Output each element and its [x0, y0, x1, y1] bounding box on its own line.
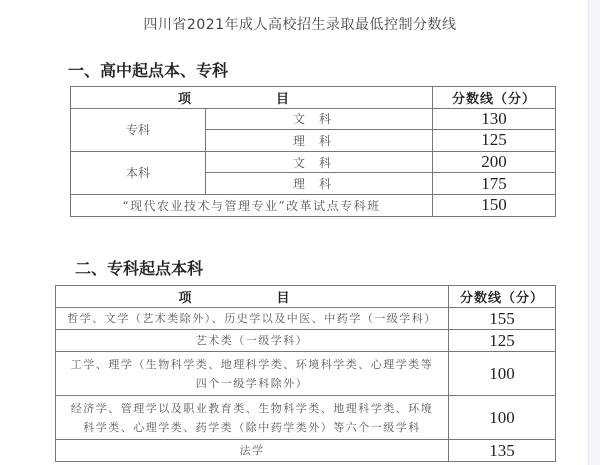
score-cell: 125 [433, 130, 556, 152]
special-label: “现代农业技术与管理专业”改革试点专科班 [71, 194, 433, 216]
header-item-label: 项 目 [178, 291, 326, 306]
table-row [56, 440, 556, 462]
table-row [56, 396, 556, 440]
score-cell: 130 [433, 108, 556, 130]
item-line-2: 科学类、心理学类、药学类（除中药学类外）等六个一级学科 [83, 420, 421, 434]
score-table-1 [70, 86, 556, 217]
header-score: 分数线（分） [433, 87, 556, 109]
score-table-2 [55, 285, 556, 462]
score-cell: 155 [449, 308, 556, 330]
score-cell: 150 [433, 194, 556, 216]
header-item-label: 项 目 [177, 91, 325, 107]
item-line-1: 工学、理学（生物科学类、地理科学类、环境科学类、心理学类等 [70, 357, 434, 371]
table-header-row [56, 286, 556, 308]
page-edge-strip [588, 0, 600, 465]
table-row [56, 308, 556, 330]
group-label: 专科 [71, 108, 206, 151]
section-heading-1: 一、高中起点本、专科 [68, 61, 229, 80]
score-cell: 200 [433, 151, 556, 173]
table-row [71, 151, 556, 173]
score-cell: 175 [433, 173, 556, 195]
group-label: 本科 [71, 151, 206, 194]
document-title: 四川省2021年成人高校招生录取最低控制分数线 [143, 17, 457, 33]
table-row [71, 108, 556, 130]
header-item [56, 286, 449, 308]
header-score: 分数线（分） [449, 286, 556, 308]
item-cell: 艺术类（一级学科） [56, 330, 449, 352]
subject-cell: 文科 [206, 151, 433, 173]
header-item [71, 87, 433, 109]
subject-cell: 理科 [206, 173, 433, 195]
score-cell: 100 [449, 352, 556, 396]
section-heading-2: 二、专科起点本科 [75, 259, 204, 278]
score-cell: 100 [449, 396, 556, 440]
subject-cell: 文科 [206, 108, 433, 130]
table-header-row [71, 87, 556, 109]
table-row [56, 352, 556, 396]
item-cell: 哲学、文学（艺术类除外）、历史学以及中医、中药学（一级学科） [56, 308, 449, 330]
item-cell [56, 396, 449, 440]
subject-cell: 理科 [206, 130, 433, 152]
item-cell [56, 352, 449, 396]
item-line-1: 经济学、管理学以及职业教育类、生物科学类、地理科学类、环境 [70, 401, 434, 415]
score-cell: 125 [449, 330, 556, 352]
item-cell: 法学 [56, 440, 449, 462]
table-row [71, 194, 556, 216]
item-line-2: 四个一级学科除外） [195, 376, 309, 390]
table-row [56, 330, 556, 352]
score-cell: 135 [449, 440, 556, 462]
